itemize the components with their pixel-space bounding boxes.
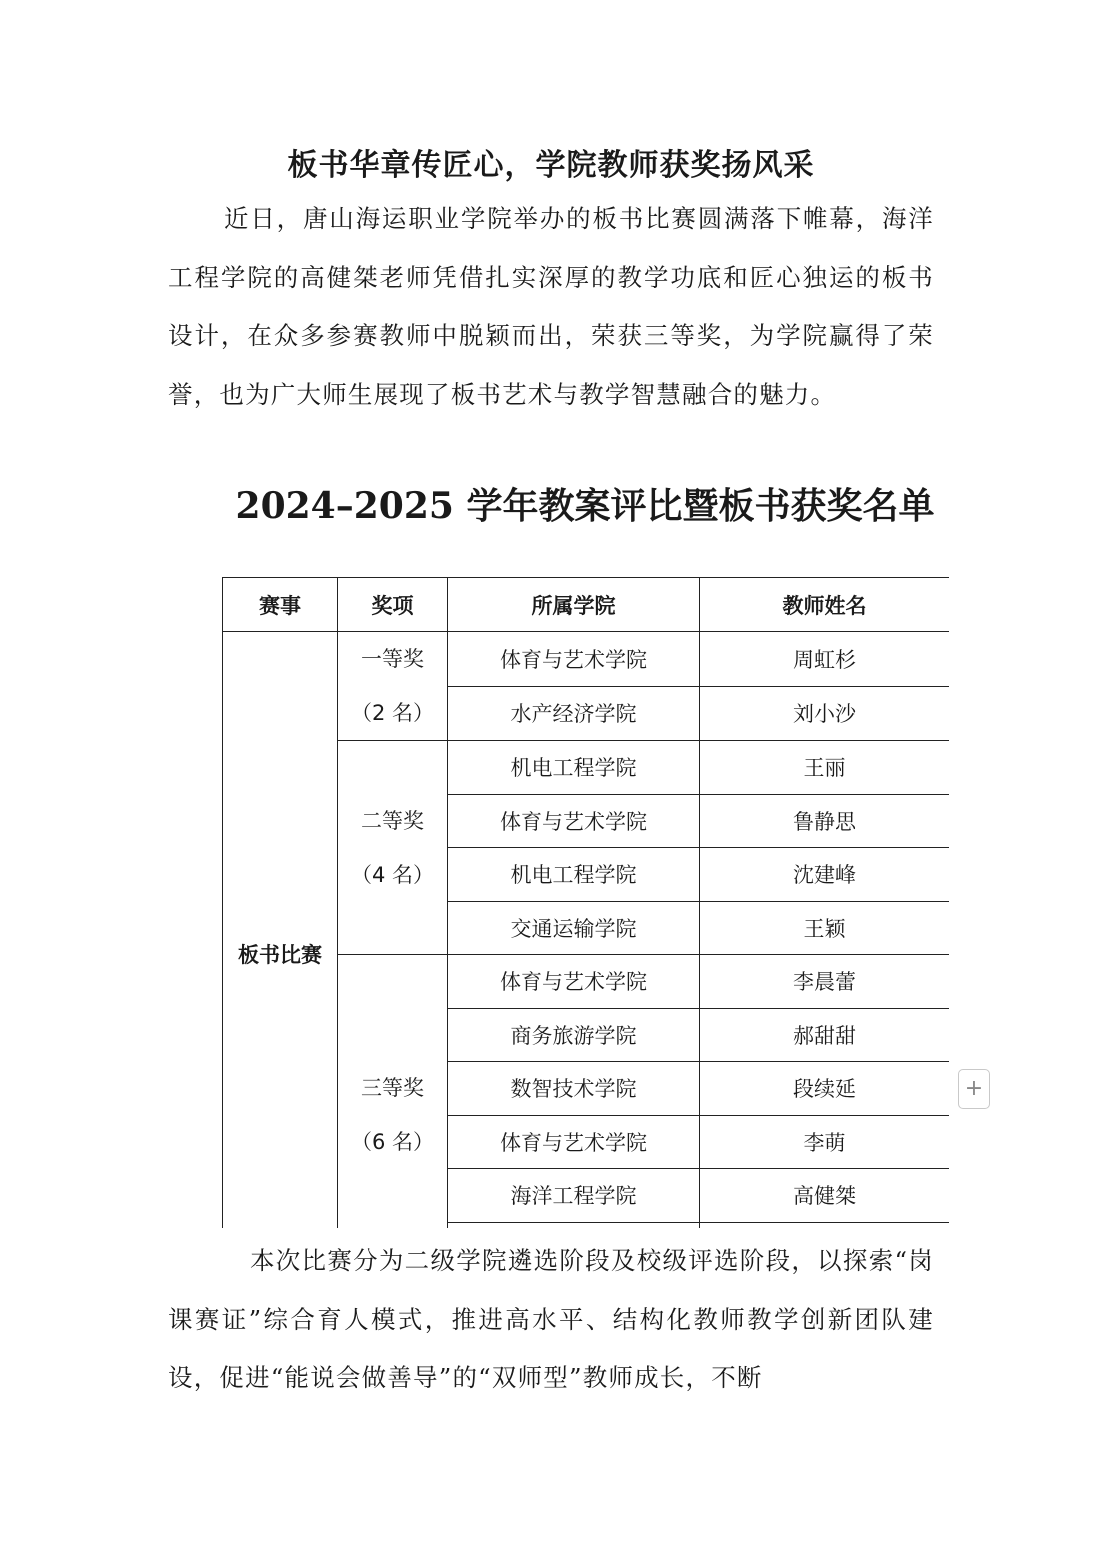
award-cell-third: [338, 955, 448, 1229]
college-cell: 体育与艺术学院: [448, 1115, 700, 1169]
header-college: 所属学院: [448, 578, 700, 632]
header-award: 奖项: [338, 578, 448, 632]
award-count: （4 名）: [350, 862, 435, 887]
teacher-cell: 刘小沙: [700, 686, 950, 741]
award-table-container: [222, 577, 949, 1228]
college-cell: 海洋工程学院: [448, 1169, 700, 1223]
college-cell: 机电工程学院: [448, 848, 700, 902]
add-row-button[interactable]: [958, 1069, 990, 1109]
award-count: （2 名）: [350, 701, 435, 725]
award-cell-first: [338, 632, 448, 741]
teacher-cell: 段续延: [700, 1062, 950, 1116]
header-teacher: 教师姓名: [700, 578, 950, 632]
college-cell: 体育与艺术学院: [448, 632, 700, 687]
award-name: 一等奖: [361, 647, 424, 671]
table-header-row: [223, 578, 950, 632]
teacher-cell: 鲁静思: [700, 794, 950, 848]
event-cell: 板书比赛: [223, 632, 338, 1229]
teacher-cell: 李晨蕾: [700, 955, 950, 1009]
college-cell: 交通运输学院: [448, 901, 700, 955]
plus-icon: +: [964, 1076, 984, 1101]
teacher-cell: 王颖: [700, 901, 950, 955]
college-cell: 水产经济学院: [448, 686, 700, 741]
award-table: [222, 577, 949, 1228]
award-cell-second: [338, 741, 448, 955]
teacher-cell: 李萌: [700, 1115, 950, 1169]
teacher-cell: 高健桀: [700, 1169, 950, 1223]
teacher-cell: 周虹杉: [700, 632, 950, 687]
teacher-cell: 郝甜甜: [700, 1008, 950, 1062]
college-cell: 体育与艺术学院: [448, 794, 700, 848]
teacher-cell: 沈建峰: [700, 848, 950, 902]
teacher-cell: 王丽: [700, 741, 950, 795]
award-table-title: 2024–2025 学年教案评比暨板书获奖名单: [235, 485, 935, 527]
award-name: 二等奖: [361, 808, 424, 833]
table-row: [223, 632, 950, 687]
award-name: 三等奖: [361, 1076, 424, 1100]
header-event: 赛事: [223, 578, 338, 632]
body-paragraph: 本次比赛分为二级学院遴选阶段及校级评选阶段，以探索“岗课赛证”综合育人模式，推进高水平、结构化教师教学创新团队建设，促进“能说会做善导”的“双师型”教师成长，不断: [168, 1246, 934, 1392]
teacher-cell-empty: [700, 1222, 950, 1228]
college-cell: 体育与艺术学院: [448, 955, 700, 1009]
intro-paragraph: 近日，唐山海运职业学院举办的板书比赛圆满落下帷幕，海洋工程学院的高健桀老师凭借扎实深厚的教学功底和匠心独运的板书设计，在众多参赛教师中脱颖而出，荣获三等奖，为学院赢得了荣誉，也为广大师生展现了板书艺术与教学智慧融合的魅力。: [168, 204, 934, 409]
college-cell: 商务旅游学院: [448, 1008, 700, 1062]
college-cell: 数智技术学院: [448, 1062, 700, 1116]
college-cell: 机电工程学院: [448, 741, 700, 795]
award-count: （6 名）: [350, 1130, 435, 1154]
college-cell-empty: [448, 1222, 700, 1228]
article-title: 板书华章传匠心，学院教师获奖扬风采: [287, 148, 815, 183]
